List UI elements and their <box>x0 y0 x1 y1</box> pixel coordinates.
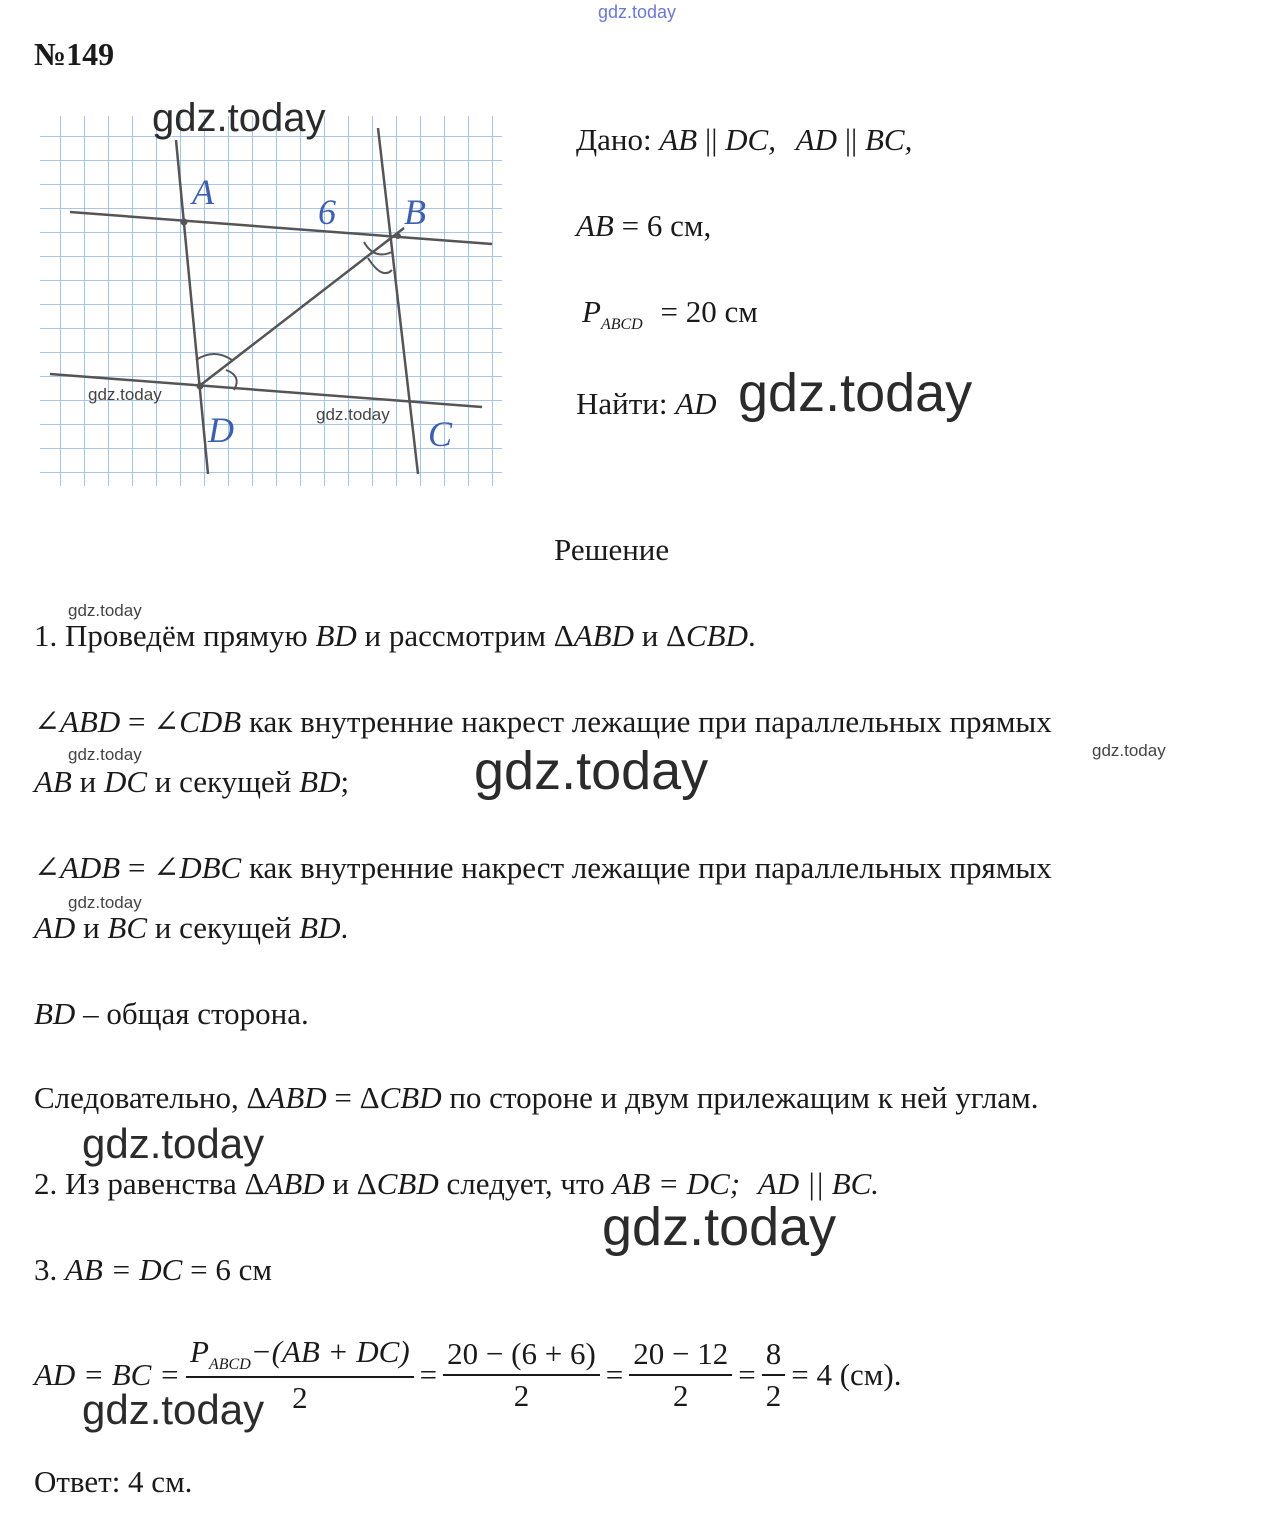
given-label: Дано: <box>576 122 652 157</box>
step2-line: 2. Из равенства ΔABD и ΔCBD следует, что AB = DC; AD || BC. <box>34 1166 880 1201</box>
conclusion-line: Следовательно, ΔABD = ΔCBD по стороне и двум прилежащим к ней углам. <box>34 1080 1039 1115</box>
task-number: №149 <box>34 36 115 72</box>
watermark-figure-right: gdz.today <box>316 405 390 424</box>
fraction-3: $\frac{20 - 12}{2}$ <box>629 1336 732 1414</box>
point-d <box>197 383 204 390</box>
watermark-figure-top: gdz.today <box>152 96 326 140</box>
watermark-step1-left3: gdz.today <box>68 893 142 912</box>
top-watermark: gdz.today <box>598 2 677 22</box>
step1-line: 1. Проведём прямую BD и рассмотрим ΔABD и ΔCBD. <box>34 618 756 653</box>
angle-eq1-line2: AB и DC и секущей BD; <box>34 764 350 799</box>
point-a <box>181 219 188 226</box>
watermark-step1-right: gdz.today <box>1092 741 1166 760</box>
label-c: C <box>428 414 453 454</box>
find-line: Найти: AD <box>576 386 717 421</box>
angle-eq1-line1: ∠ABD = ∠CDB как внутренние накрест лежащие при параллельных прямых <box>34 704 1052 739</box>
answer-line: Ответ: 4 см. <box>34 1464 193 1499</box>
solution-title: Решение <box>554 532 670 567</box>
fraction-2: $\frac{20 - (6 + 6)}{2}$ <box>443 1336 600 1414</box>
given-ab: AB = 6 см, <box>576 208 712 243</box>
label-six: 6 <box>318 192 336 232</box>
given-perimeter: $P_{ABCD} = 20$ см <box>582 294 758 334</box>
label-a: A <box>192 172 214 212</box>
step3-line: 3. AB = DC = 6 см <box>34 1252 272 1287</box>
watermark-step1-left2: gdz.today <box>68 745 142 764</box>
formula-line: AD = BC = $\frac{P_{ABCD}-(AB + DC)}{2}$ = $\frac{20 - (6 + 6)}{2}$ = $\frac{20 - 12}{2}$ = $\frac{8}{2}$ = 4 (см). <box>34 1334 902 1416</box>
watermark-step1-middle: gdz.today <box>474 741 709 801</box>
given-conditions: Дано: AB || DC, AD || BC, <box>576 122 913 157</box>
watermark-step3-center: gdz.today <box>602 1197 837 1257</box>
angle-eq2-line2: AD и BC и секущей BD. <box>34 910 349 945</box>
watermark-figure-left: gdz.today <box>88 385 162 404</box>
formula-result: = 4 (см). <box>791 1357 902 1393</box>
watermark-step1-left: gdz.today <box>68 601 142 620</box>
watermark-given-find: gdz.today <box>738 363 973 423</box>
common-side-line: BD – общая сторона. <box>34 996 309 1031</box>
label-d: D <box>208 410 234 450</box>
fraction-1: $\frac{P_{ABCD}-(AB + DC)}{2}$ <box>186 1334 414 1416</box>
label-b: B <box>404 192 426 232</box>
watermark-formula-left: gdz.today <box>82 1386 265 1433</box>
fraction-4: $\frac{8}{2}$ <box>762 1336 786 1414</box>
watermark-step2-left: gdz.today <box>82 1120 265 1167</box>
angle-eq2-line1: ∠ADB = ∠DBC как внутренние накрест лежащие при параллельных прямых <box>34 850 1052 885</box>
point-b <box>395 233 401 239</box>
geometry-figure <box>36 112 506 492</box>
